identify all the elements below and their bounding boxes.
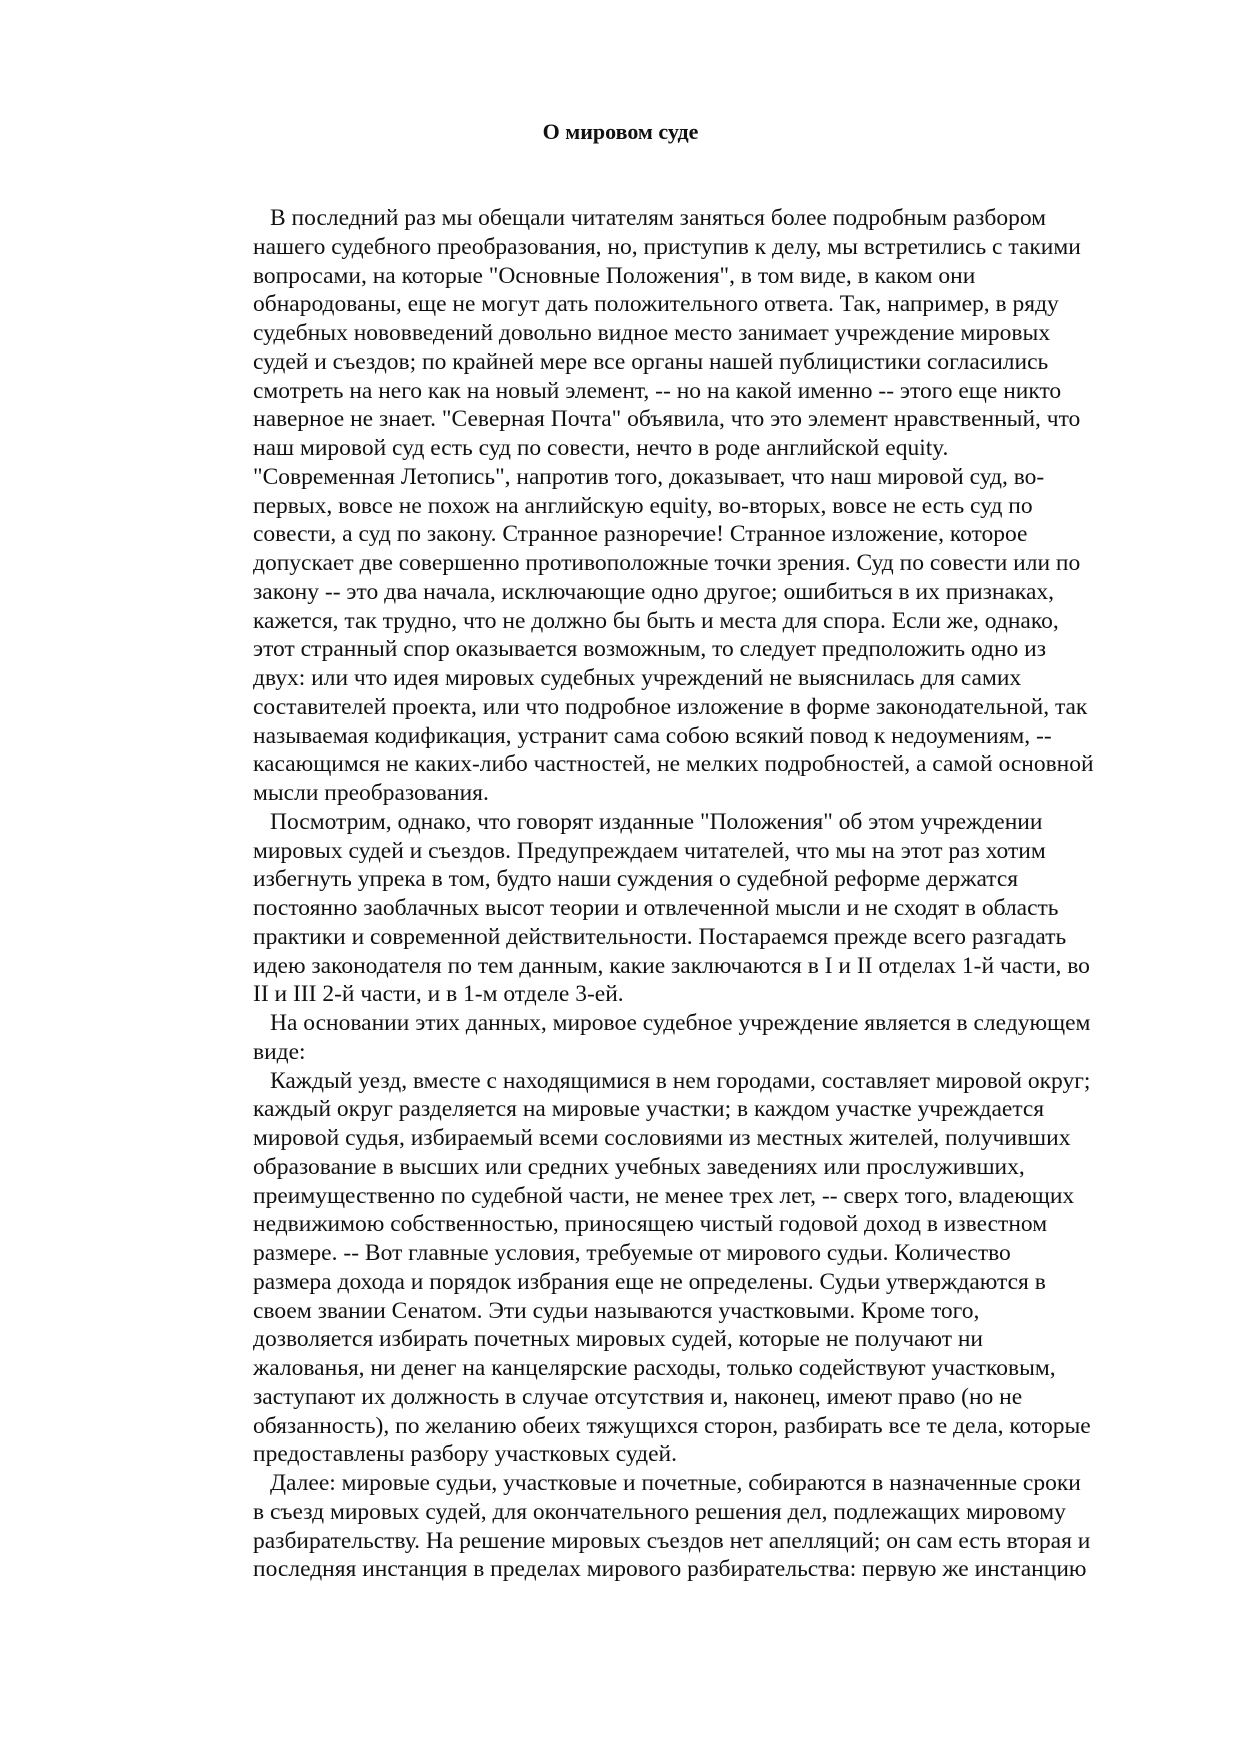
text-line: предоставлены разбору участковых судей. xyxy=(253,1441,677,1468)
text-line: обнародованы, еще не могут дать положительного ответа. Так, например, в ряду xyxy=(253,291,1059,318)
text-line: размера дохода и порядок избрания еще не определены. Судьи утверждаются в xyxy=(253,1268,1046,1295)
text-line: нашего судебного преобразования, но, приступив к делу, мы встретились с такими xyxy=(253,233,1081,260)
text-line: наш мировой суд есть суд по совести, нечто в роде английской equity. xyxy=(253,435,949,461)
text-line: практики и современной действительности. Постараемся прежде всего разгадать xyxy=(253,923,1067,950)
paragraph-first-line: Далее: мировые судьи, участковые и почетные, собираются в назначенные сроки xyxy=(270,1470,1081,1496)
paragraph-first-line: Каждый уезд, вместе с находящимися в нем городами, составляет мировой округ; xyxy=(270,1067,1091,1094)
paragraph-first-line: В последний раз мы обещали читателям заняться более подробным разбором xyxy=(270,205,1046,231)
text-line: виде: xyxy=(253,1038,306,1065)
text-line: своем звании Сенатом. Эти судьи называются участковыми. Кроме того, xyxy=(253,1297,980,1324)
text-line: последняя инстанция в пределах мирового разбирательства: первую же инстанцию xyxy=(253,1556,1087,1583)
paragraph-first-line: На основании этих данных, мировое судебное учреждение является в следующем xyxy=(270,1010,1091,1036)
text-line: двух: или что идея мировых судебных учреждений не выяснилась для самих xyxy=(253,665,1022,691)
paragraph-first-line: Посмотрим, однако, что говорят изданные "Положения" об этом учреждении xyxy=(270,808,1043,835)
text-line: размере. -- Вот главные условия, требуемые от мирового судьи. Количество xyxy=(253,1240,1011,1266)
text-line: заступают их должность в случае отсутствия и, наконец, имеют право (но не xyxy=(253,1383,1023,1410)
text-line: обязанность), по желанию обеих тяжущихся сторон, разбирать все те дела, которые xyxy=(253,1412,1091,1439)
text-line: в съезд мировых судей, для окончательного решения дел, подлежащих мировому xyxy=(253,1498,1066,1525)
text-line: составителей проекта, или что подробное изложение в форме законодательной, так xyxy=(253,693,1088,720)
text-line: идею законодателя по тем данным, какие заключаются в I и II отделах 1-й части, во xyxy=(253,952,1090,979)
text-line: образование в высших или средних учебных заведениях или прослуживших, xyxy=(253,1153,1025,1180)
text-line: закону -- это два начала, исключающие одно другое; ошибиться в их признаках, xyxy=(253,578,1054,605)
text-line: судебных нововведений довольно видное место занимает учреждение мировых xyxy=(253,320,1051,346)
text-line: называемая кодификация, устранит сама собою всякий повод к недоумениям, -- xyxy=(253,722,1052,749)
text-line: допускает две совершенно противоположные точки зрения. Суд по совести или по xyxy=(253,550,1081,576)
text-line: касающимся не каких-либо частностей, не мелких подробностей, а самой основной xyxy=(253,751,1094,778)
text-line: судей и съездов; по крайней мере все органы нашей публицистики согласились xyxy=(253,348,1049,375)
text-line: мировых судей и съездов. Предупреждаем читателей, что мы на этот раз хотим xyxy=(253,837,1046,864)
text-line: каждый округ разделяется на мировые участки; в каждом участке учреждается xyxy=(253,1096,1045,1123)
text-line: избегнуть упрека в том, будто наши суждения о судебной реформе держатся xyxy=(253,866,1019,893)
text-line: смотреть на него как на новый элемент, -- но на какой именно -- этого еще никто xyxy=(253,377,1062,404)
text-line: первых, вовсе не похож на английскую equity, во-вторых, вовсе не есть суд по xyxy=(253,492,1033,519)
text-line: вопросами, на которые "Основные Положения", в том виде, в каком они xyxy=(253,262,976,289)
text-line: мысли преобразования. xyxy=(253,780,489,806)
text-line: дозволяется избирать почетных мировых судей, которые не получают ни xyxy=(253,1326,984,1353)
text-line: мировой судья, избираемый всеми сословиями из местных жителей, получивших xyxy=(253,1125,1071,1151)
text-line: этот странный спор оказывается возможным, то следует предположить одно из xyxy=(253,636,1047,663)
text-line: II и III 2-й части, и в 1-м отделе 3-ей. xyxy=(253,981,624,1008)
document-body xyxy=(253,204,1153,1584)
text-line: кажется, так трудно, что не должно бы быть и места для спора. Если же, однако, xyxy=(253,607,1059,634)
text-line: постоянно заоблачных высот теории и отвлеченной мысли и не сходят в область xyxy=(253,895,1059,921)
text-line: совести, а суд по закону. Странное разноречие! Странное изложение, которое xyxy=(253,521,1028,548)
text-line: жалованья, ни денег на канцелярские расходы, только содействуют участковым, xyxy=(253,1355,1056,1381)
text-line: преимущественно по судебной части, не менее трех лет, -- сверх того, владеющих xyxy=(253,1182,1075,1209)
text-line: недвижимою собственностью, приносящею чистый годовой доход в известном xyxy=(253,1211,1048,1238)
text-line: наверное не знает. "Северная Почта" объявила, что это элемент нравственный, что xyxy=(253,406,1081,433)
text-line: "Современная Летопись", напротив того, доказывает, что наш мировой суд, во- xyxy=(253,463,1045,490)
page-title: О мировом суде xyxy=(542,119,699,144)
text-line: разбирательству. На решение мировых съездов нет апелляций; он сам есть вторая и xyxy=(253,1527,1091,1554)
